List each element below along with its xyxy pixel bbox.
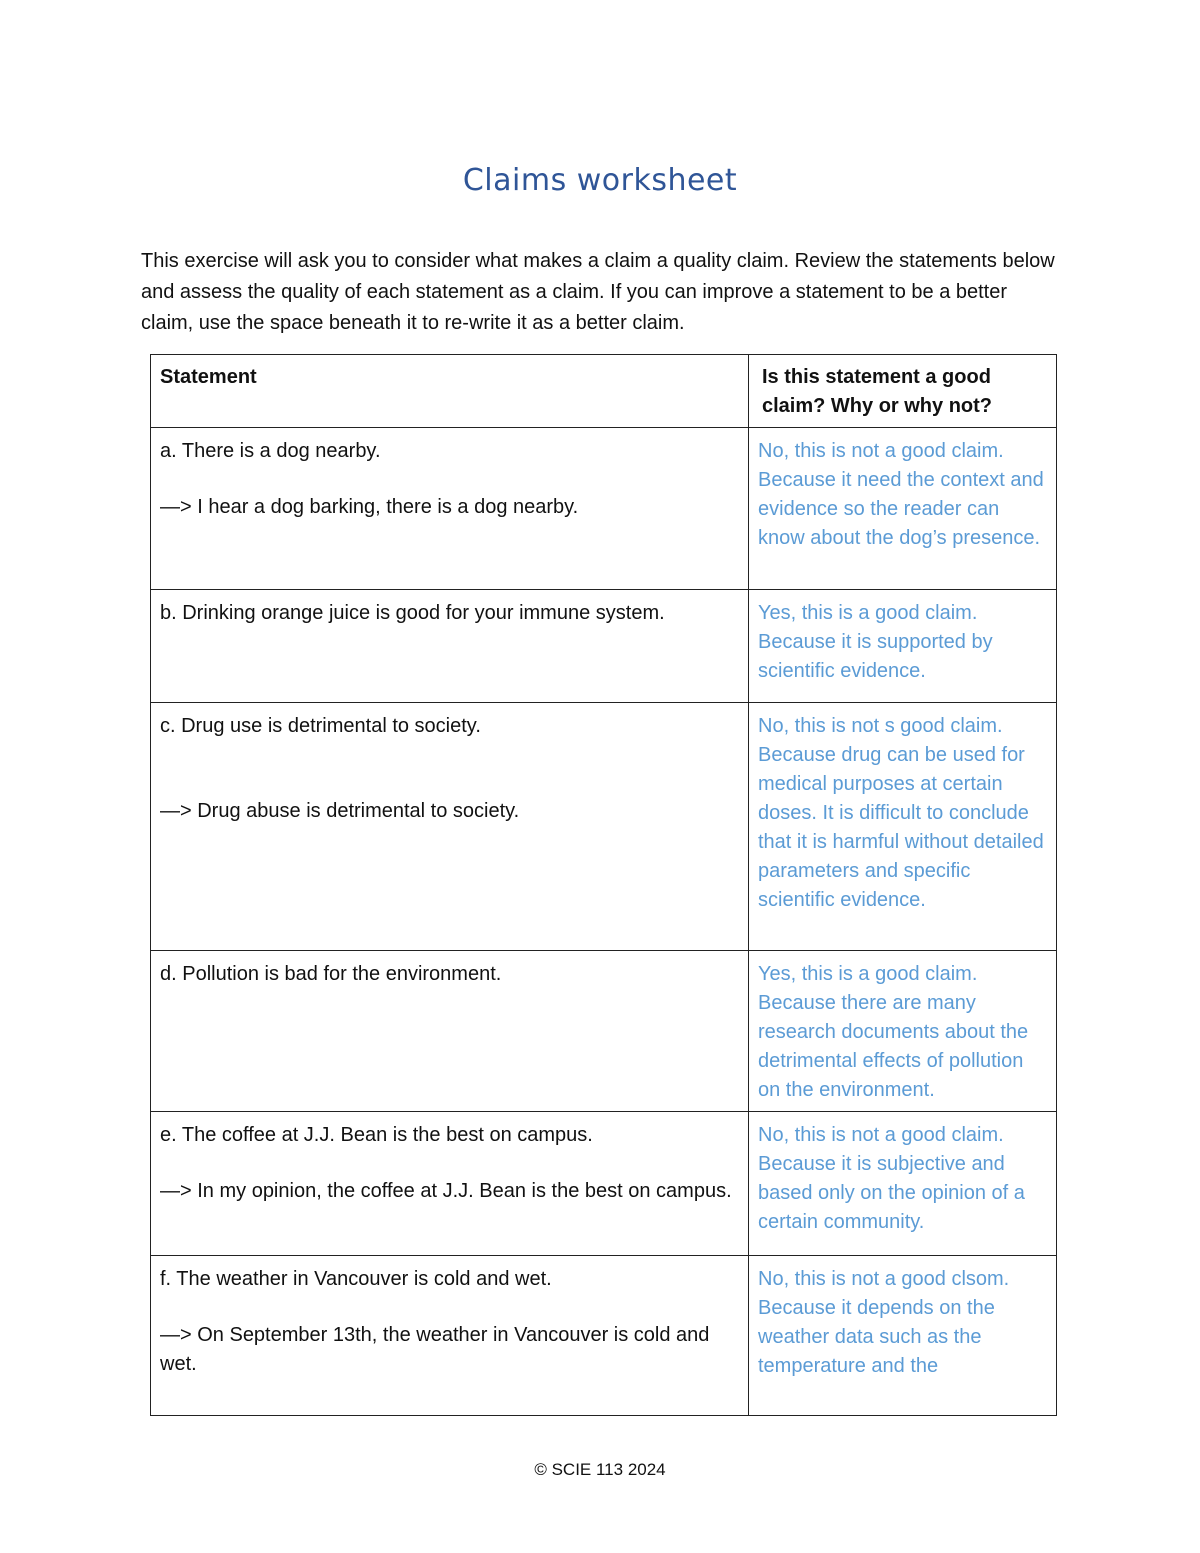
statement-text: a. There is a dog nearby. (160, 440, 381, 462)
table-row (151, 951, 1057, 1112)
statement-cell (151, 1256, 749, 1416)
revision-text: —> On September 13th, the weather in Vancouver is cold and wet. (160, 1324, 710, 1375)
header-statement: Statement (151, 355, 749, 428)
answer-cell: Yes, this is a good claim. Because it is supported by scientific evidence. (749, 590, 1057, 703)
answer-cell: No, this is not a good clsom. Because it depends on the weather data such as the temperature and the (749, 1256, 1057, 1416)
page-footer: © SCIE 113 2024 (534, 1460, 666, 1479)
statement-cell (151, 428, 749, 590)
answer-cell: No, this is not a good claim. Because it need the context and evidence so the reader can know about the dog’s presence. (749, 428, 1057, 590)
statement-text: b. Drinking orange juice is good for your immune system. (160, 602, 665, 624)
table-row (151, 590, 1057, 703)
statement-cell (151, 703, 749, 951)
statement-text: d. Pollution is bad for the environment. (160, 963, 502, 985)
revision-text: —> In my opinion, the coffee at J.J. Bean is the best on campus. (160, 1180, 732, 1202)
intro-paragraph: This exercise will ask you to consider what makes a claim a quality claim. Review the statements below and assess the quality of each statement as a claim. If you can improve a statement to be a better claim, use the space beneath it to re-write it as a better claim. (141, 250, 1055, 334)
table-header-row (151, 355, 1057, 428)
page-title: Claims worksheet (462, 163, 738, 198)
answer-cell: No, this is not s good claim. Because drug can be used for medical purposes at certain doses. It is difficult to conclude that it is harmful without detailed parameters and specific scientific evidence. (749, 703, 1057, 951)
table-row (151, 703, 1057, 951)
statement-cell (151, 1112, 749, 1256)
answer-cell: Yes, this is a good claim. Because there are many research documents about the detrimental effects of pollution on the environment. (749, 951, 1057, 1112)
table-row (151, 1112, 1057, 1256)
statement-cell (151, 951, 749, 1112)
statement-cell (151, 590, 749, 703)
answer-cell: No, this is not a good claim. Because it is subjective and based only on the opinion of a certain community. (749, 1112, 1057, 1256)
statement-text: c. Drug use is detrimental to society. (160, 715, 481, 737)
statement-text: e. The coffee at J.J. Bean is the best on campus. (160, 1124, 593, 1146)
revision-text: —> Drug abuse is detrimental to society. (160, 800, 520, 822)
table-row (151, 1256, 1057, 1416)
revision-text: —> I hear a dog barking, there is a dog nearby. (160, 496, 579, 518)
table-row (151, 428, 1057, 590)
statement-text: f. The weather in Vancouver is cold and wet. (160, 1268, 552, 1290)
claims-table (150, 354, 1057, 1416)
header-good-claim: Is this statement a good claim? Why or why not? (749, 355, 1057, 428)
